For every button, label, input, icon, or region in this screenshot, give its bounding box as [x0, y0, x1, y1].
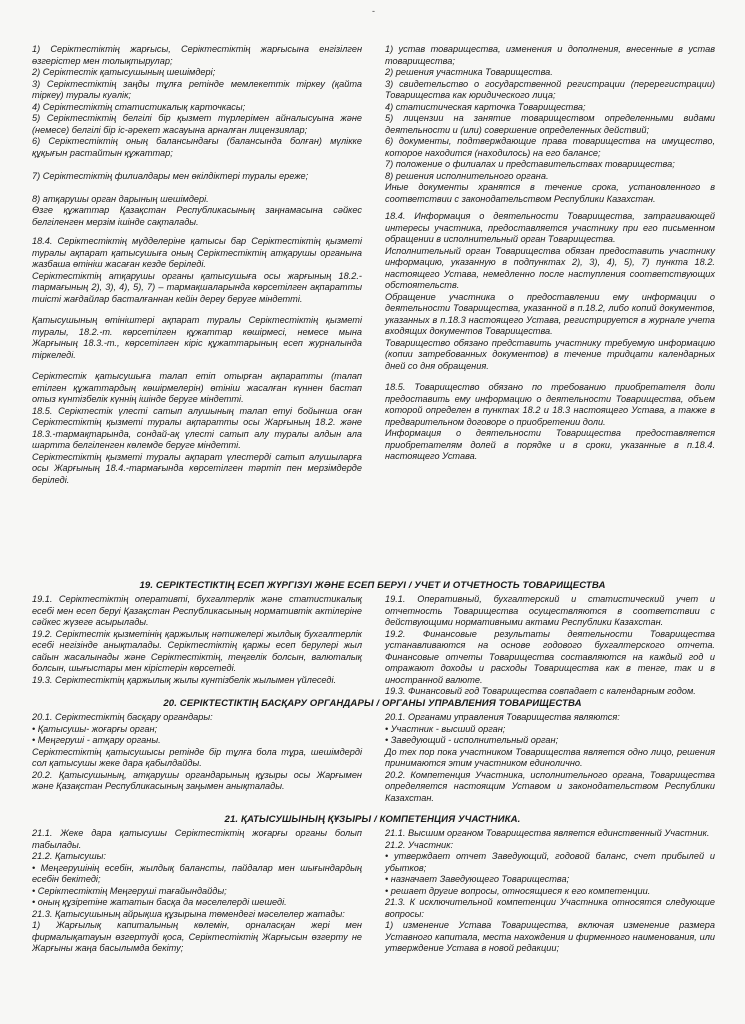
- section-20-title: 20. СЕРІКТЕСТІКТІҢ БАСҚАРУ ОРГАНДАРЫ / ОРГАНЫ УПРАВЛЕНИЯ ТОВАРИЩЕСТВА: [163, 698, 582, 709]
- ru-section-21-text: 21.1. Высшим органом Товарищества является единственный Участник. 21.2. Участник: • утверждает отчет Заведующий, годовой баланс, счет прибылей и убытков; • назначает Заведующего Товарищества; • решает другие вопросы, относящиеся к его компетенции. 21.3. К исключительной компетенции Участника относятся следующие вопросы: 1) изменение Устава Товарищества, включая изменение размера Уставного капитала, места нахождения и фирменного наименования, или утверждение Устава в новой редакции;: [385, 828, 715, 953]
- section-19: [32, 594, 715, 704]
- ru-clause-18-5: 18.5. Товарищество обязано по требованию приобретателя доли предоставить ему информацию о деятельности Товарищества, объем которой определен в пунктах 18.2 и 18.3 настоящего Устава, а также в предварительном договоре о приобретении доли. Информация о деятельности Товарищества предоставляется приобретателям долей в порядке и в сроки, указанные в п.18.4. настоящего Устава.: [385, 382, 715, 461]
- section-18-continued: [32, 44, 715, 492]
- section-21-title: 21. ҚАТЫСУШЫНЫҢ ҚҰЗЫРЫ / КОМПЕТЕНЦИЯ УЧАСТНИКА.: [224, 814, 521, 825]
- kz-section-20-text: 20.1. Серіктестіктің басқару органдары: • Қатысушы- жоғарғы орган; • Меңгеруші - атқару органы. Серіктестіктің қатысушысы ретінде бір тұлға бола тұра, шешімдерді сол қатысушы жеке дара қабылдайды. 20.2. Қатысушының, атқарушы органдарының құзыры осы Жарғымен және Қазақстан Республикасының заңымен анықталады.: [32, 712, 362, 791]
- scan-mark: -: [372, 6, 375, 16]
- kz-documents-list: 1) Серіктестіктің жарғысы, Серіктестіктің жарғысына енгізілген өзгерістер мен толықтырулар; 2) Серіктестік қатысушының шешімдері; 3) Серіктестіктің заңды тұлға ретінде мемлекеттік тіркеу (қайта тіркеу) туралы куәлік; 4) Серіктестіктің статистикалық карточкасы; 5) Серіктестіктің белгілі бір қызмет түрлерімен айналысуына және (немесе) белгілі бір іс-әрекет жасауына арналған лицензиялар; 6) Серіктестіктің оның балансындағы (балансында болған) мүлікке құқығын растайтын құжаттар; 7) Серіктестіктің филиалдары мен өкілдіктері туралы ереже; 8) атқарушы орган дарының шешімдері. Өзге құжаттар Қазақстан Республикасының заңнамасына сәйкес белгіленген мерзім ішінде сақталады.: [32, 44, 362, 227]
- kz-clause-18-4: 18.4. Серіктестіктің мүдделеріне қатысы бар Серіктестіктің қызметі туралы ақпарат қатысушыға оның Серіктестіктің атқарушы органына жазбаша өтініш жасаған кезде беріледі. Серіктестіктің атқарушы органы қатысушыға осы жарғының 18.2.- тармағының 2), 3), 4), 5), 7) – тармақшаларында көрсетілген ақпаратты тиісті жағдайлар басталғаннан кейін дереу беруге міндетті.: [32, 236, 362, 304]
- kz-section-19-text: 19.1. Серіктестіктің оперативті, бухгалтерлік және статистикалық есебі мен есеп беруі Қазақстан Республикасының нормативтік актілеріне сәйкес жүзеге асырылады. 19.2. Серіктестік қызметінің қаржылық нәтижелері жылдық бухгалтерлік есебі негізінде анықталады. Серіктестіктің қаржы есеп берулері жыл сайын жасалынады және Серіктестіктің, теңгелік болсын, валюталық болсын, шығыстары мен кірістерін көрсетеді. 19.3. Серіктестіктің қаржылық жылы күнтізбелік жылымен үйлеседі.: [32, 594, 362, 685]
- kz-section-21-text: 21.1. Жеке дара қатысушы Серіктестіктің жоғарғы органы болып табылады. 21.2. Қатысушы: • Меңгерушінің есебін, жылдық балансты, пайдалар мен шығындардың есебін бекітеді; • Серіктестіктің Меңгеруші тағайындайды; • оның құзіретіне жататын басқа да мәселелерді шешеді. 21.3. Қатысушының айрықша құзырына төмендегі мәселелер жатады: 1) Жарғылық капиталының көлемін, орналасқан жері мен фирмалықатауын өзгертуді қоса, Серіктестіктің Жарғысын өзгерту не Жарғыны жаңа басылымда бекіту;: [32, 828, 362, 953]
- ru-section-20-text: 20.1. Органами управления Товарищества являются: • Участник - высший орган; • Заведующий - исполнительный орган; До тех пор пока участником Товарищества является одно лицо, решения принимаются этим участником единолично. 20.2. Компетенция Участника, исполнительного органа, Товарищества определяется настоящим Уставом и законодательством Республики Казахстан.: [385, 712, 715, 803]
- section-21: [32, 828, 715, 961]
- kz-requests-registration: Қатысушының өтініштері ақпарат туралы Серіктестіктің қызметі туралы, 18.2.-т. көрсетілген құжаттар көшірмесі, немесе мына Жарғының 18.3.-т., көрсетілген кіріс құжаттарының есеп журналында тіркеледі.: [32, 315, 362, 360]
- ru-documents-list: 1) устав товарищества, изменения и дополнения, внесенные в устав товарищества; 2) решения участника Товарищества. 3) свидетельство о государственной регистрации (перерегистрации) Товарищества как юридического лица; 4) статистическая карточка Товарищества; 5) лицензии на занятие товариществом определенными видами деятельности и (или) совершение определенных действий; 6) документы, подтверждающие права товарищества на имущество, которое находится (находилось) на его балансе; 7) положение о филиалах и представительствах товарищества; 8) решения исполнительного органа. Иные документы хранятся в течение срока, установленного в соответствии с законодательством Республики Казахстан.: [385, 44, 715, 204]
- section-19-title: 19. СЕРІКТЕСТІКТІҢ ЕСЕП ЖҮРГІЗУІ ЖӘНЕ ЕСЕП БЕРУІ / УЧЕТ И ОТЧЕТНОСТЬ ТОВАРИЩЕСТВА: [139, 580, 606, 591]
- ru-section-19-text: 19.1. Оперативный, бухгалтерский и статистический учет и отчетность Товарищества осуществляются в соответствии с действующими нормативными актами Республики Казахстан. 19.2. Финансовые результаты деятельности Товарищества устанавливаются на основе годового бухгалтерского отчета. Финансовые отчеты Товарищества составляются на каждый год и отражают доходы и расходы Товарищества как в тенге, так и в иностранной валюте. 19.3. Финансовый год Товарищества совпадает с календарным годом.: [385, 594, 715, 696]
- kazakh-column: [32, 44, 362, 492]
- kz-clause-18-5: Серіктестік қатысушыға талап етіп отырған ақпаратты (талап етілген құжаттардың көшірмелерін) өтініш жасалған күннен бастап отыз күнтізбелік күннің ішінде беруге міндетті. 18.5. Серіктестік үлесті сатып алушының талап етуі бойынша оған Серіктестіктің қызметі туралы ақпаратты осы Жарғының 18.2. және 18.3.-тармақтарында, сондай-ақ үлесті сатып алу туралы алдын ала шартта белгіленген көлемде беруге міндетті. Серіктестіктің қызметі туралы ақпарат үлестерді сатып алушыларға осы Жарғының 18.4.-тармағында көрсетілген тәртіп пен мерзімдерде беріледі.: [32, 371, 362, 485]
- russian-column: [385, 44, 715, 492]
- section-20: [32, 712, 715, 810]
- ru-clause-18-4: 18.4. Информация о деятельности Товарищества, затрагивающей интересы участника, предоставляется участнику при его письменном обращении в исполнительный орган Товарищества. Исполнительный орган Товарищества обязан предоставить участнику информацию, указанную в подпунктах 2), 3), 4), 5), 7) пункта 18.2. настоящего Устава, немедленно после наступления соответствующих обстоятельств. Обращение участника о предоставлении ему информации о деятельности Товарищества, указанной в п.18.2, либо копий документов, указанных в п.18.3 настоящего Устава, регистрируется в журнале учета входящих документов Товарищества. Товарищество обязано представить участнику требуемую информацию (копии затребованных документов) в течение тридцати календарных дней со дня обращения.: [385, 211, 715, 371]
